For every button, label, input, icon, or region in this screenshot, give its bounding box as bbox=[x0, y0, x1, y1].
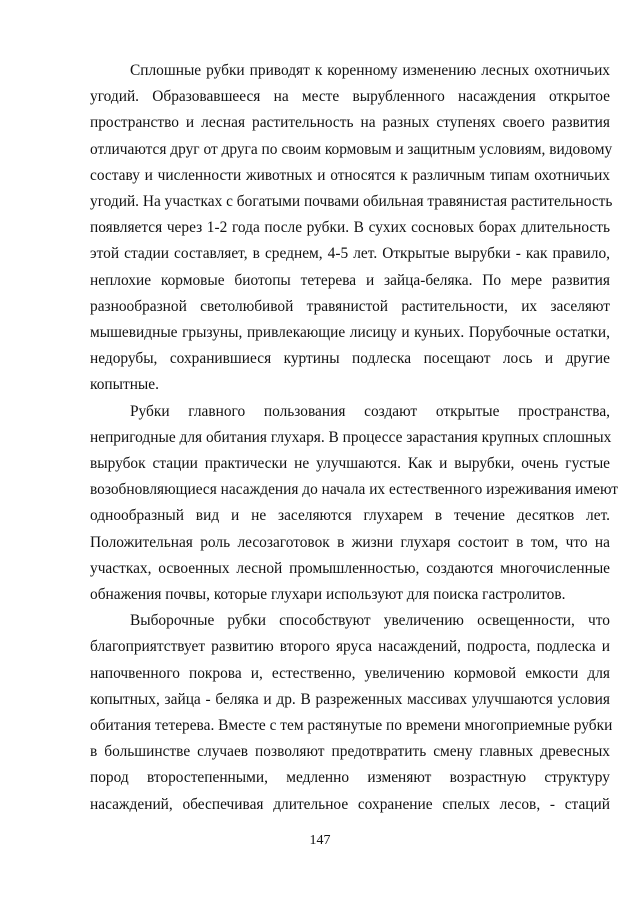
page-number: 147 bbox=[309, 833, 331, 848]
text-line: мышевидные грызуны, привлекающие лисицу и куньих. Порубочные остатки, bbox=[90, 324, 610, 342]
text-line: копытных, зайца - беляка и др. В разреженных массивах улучшаются условия bbox=[90, 690, 610, 708]
text-line: участках, освоенных лесной промышленностью, создаются многочисленные bbox=[90, 559, 610, 577]
text-line: пространство и лесная растительность на разных ступенях своего развития bbox=[90, 114, 610, 132]
text-line: угодий. Образовавшееся на месте вырубленного насаждения открытое bbox=[90, 88, 610, 106]
text-line: составу и численности животных и относятся к различным типам охотничьих bbox=[90, 166, 610, 184]
text-line: неплохие кормовые биотопы тетерева и зайца-беляка. По мере развития bbox=[90, 271, 610, 289]
text-line: возобновляющиеся насаждения до начала их естественного изреживания имеют bbox=[90, 481, 618, 499]
text-line: появляется через 1-2 года после рубки. В сухих сосновых борах длительность bbox=[90, 219, 610, 237]
paragraph-3 bbox=[90, 608, 613, 818]
text-line: Выборочные рубки способствуют увеличению освещенности, что bbox=[130, 612, 610, 630]
paragraph-2 bbox=[90, 399, 618, 609]
text-line: отличаются друг от друга по своим кормовым и защитным условиям, видовому bbox=[90, 140, 613, 158]
text-line: обитания тетерева. Вместе с тем растянутые по времени многоприемные рубки bbox=[90, 717, 613, 735]
text-line: Сплошные рубки приводят к коренному изменению лесных охотничьих bbox=[130, 62, 610, 79]
text-line: однообразный вид и не заселяются глухарем в течение десятков лет. bbox=[90, 507, 610, 525]
text-line: обнажения почвы, которые глухари используют для поиска гастролитов. bbox=[90, 586, 566, 604]
text-line: этой стадии составляет, в среднем, 4-5 лет. Открытые вырубки - как правило, bbox=[90, 245, 610, 263]
text-line: вырубок стации практически не улучшаются. Как и вырубки, очень густые bbox=[90, 455, 610, 473]
text-line: копытные. bbox=[90, 376, 159, 394]
text-line: благоприятствует развитию второго яруса насаждений, подроста, подлеска и bbox=[90, 638, 610, 656]
text-line: Положительная роль лесозаготовок в жизни глухаря состоит в том, что на bbox=[90, 533, 610, 551]
text-line: пород второстепенными, медленно изменяют возрастную структуру bbox=[90, 769, 610, 787]
text-line: Рубки главного пользования создают открытые пространства, bbox=[130, 402, 610, 420]
text-line: насаждений, обеспечивая длительное сохранение спелых лесов, - стаций bbox=[90, 795, 610, 813]
text-line: напочвенного покрова и, естественно, увеличению кормовой емкости для bbox=[90, 664, 610, 682]
document-page bbox=[90, 58, 618, 818]
text-line: в большинстве случаев позволяют предотвратить смену главных древесных bbox=[90, 743, 610, 761]
text-line: разнообразной светолюбивой травянистой растительности, их заселяют bbox=[90, 297, 610, 315]
text-line: угодий. На участках с богатыми почвами обильная травянистая растительность bbox=[90, 193, 613, 211]
text-line: недорубы, сохранившиеся куртины подлеска посещают лось и другие bbox=[90, 350, 610, 368]
paragraph-1 bbox=[90, 58, 613, 399]
text-line: непригодные для обитания глухаря. В процессе зарастания крупных сплошных bbox=[90, 428, 612, 446]
